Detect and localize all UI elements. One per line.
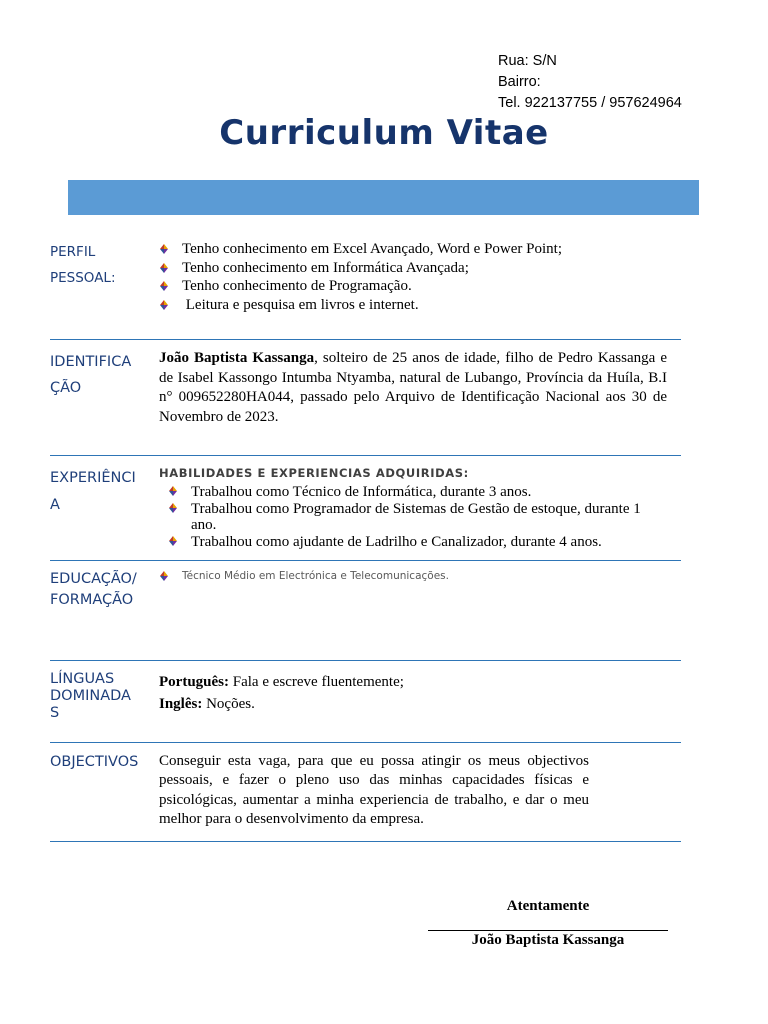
list-item-text: Técnico Médio em Electrónica e Telecomunicações. <box>182 570 449 582</box>
list-item-text: Tenho conhecimento em Excel Avançado, Word e Power Point; <box>182 241 563 257</box>
bullet-icon <box>168 536 178 546</box>
section-label-line: EXPERIÊNCI <box>50 470 136 486</box>
bullet-icon <box>159 571 169 581</box>
signature-closing: Atentamente <box>506 898 590 914</box>
list-item <box>159 277 679 296</box>
list-item-text: Tenho conhecimento de Programação. <box>182 278 412 295</box>
experiencia-content <box>159 466 659 550</box>
address-street: Rua: S/N <box>498 53 557 69</box>
section-label-objectivos <box>50 753 150 771</box>
list-item <box>159 569 659 584</box>
skills-heading: HABILIDADES E EXPERIENCIAS ADQUIRIDAS: <box>159 466 469 480</box>
page-title: Curriculum Vitae <box>219 113 549 153</box>
linguas-content <box>159 671 659 715</box>
section-label-perfil <box>50 239 150 291</box>
bullet-icon <box>159 244 169 254</box>
section-label-line: ÇÃO <box>50 380 82 396</box>
bullet-icon <box>168 486 178 496</box>
section-label-line: OBJECTIVOS <box>50 754 139 770</box>
section-divider <box>50 560 681 561</box>
section-label-line: IDENTIFICA <box>50 354 132 370</box>
section-label-experiencia <box>50 465 150 519</box>
language-name: Português: <box>159 674 229 690</box>
educacao-list <box>159 569 659 584</box>
objectivos-text: Conseguir esta vaga, para que eu possa atingir os meus objectivos pessoais, e fazer o pleno uso das minhas capacidades físicas e psicológicas, aumentar a minha experiencia de trabalho, e dar o meu melhor para o desenvolvimento da empresa. <box>159 753 589 828</box>
bullet-icon <box>159 281 169 291</box>
section-label-line: LÍNGUAS <box>50 671 115 687</box>
list-item <box>168 534 659 551</box>
list-item-text: Trabalhou como ajudante de Ladrilho e Canalizador, durante 4 anos. <box>191 533 602 550</box>
section-label-educacao <box>50 569 150 611</box>
signature-name: João Baptista Kassanga <box>471 932 625 948</box>
language-name: Inglês: <box>159 696 203 712</box>
signature-line <box>428 930 668 931</box>
section-label-linguas <box>50 671 150 722</box>
perfil-list <box>159 240 679 314</box>
section-label-identificacao <box>50 349 150 401</box>
section-label-line: FORMAÇÃO <box>50 592 134 608</box>
section-label-line: A <box>50 497 60 513</box>
full-name: João Baptista Kassanga <box>159 350 315 366</box>
language-level: Fala e escreve fluentemente; <box>229 674 404 690</box>
list-item <box>168 484 659 501</box>
language-row <box>159 693 659 715</box>
section-label-line: EDUCAÇÃO/ <box>50 571 137 587</box>
bullet-icon <box>159 263 169 273</box>
language-row <box>159 671 659 693</box>
section-label-line: S <box>50 705 60 721</box>
section-divider <box>50 339 681 340</box>
section-label-line: PERFIL <box>50 244 96 260</box>
address-phone: Tel. 922137755 / 957624964 <box>498 94 682 111</box>
educacao-content <box>159 569 659 584</box>
list-item <box>159 240 679 259</box>
language-level: Noções. <box>202 696 255 712</box>
bullet-icon <box>159 300 169 310</box>
section-divider <box>50 660 681 661</box>
list-item <box>159 296 679 315</box>
section-divider <box>50 841 681 842</box>
address-block <box>498 51 682 113</box>
list-item-text: Tenho conhecimento em Informática Avançada; <box>182 259 469 276</box>
header-banner <box>68 180 699 215</box>
identificacao-text: , solteiro de 25 anos de idade, filho de Pedro Kassanga e de Isabel Kassongo Intumba Ntyamba, natural de Lubango, Província da Huíla, B.I n° 009652280HA044, passado pelo Arquivo de Identificação Nacional aos 30 de Novembro de 2023. <box>159 350 667 425</box>
identificacao-content <box>159 349 667 427</box>
list-item-text: Trabalhou como Programador de Sistemas de Gestão de estoque, durante 1 ano. <box>191 500 641 533</box>
section-divider <box>50 742 681 743</box>
experiencia-list <box>159 484 659 550</box>
list-item <box>159 259 679 278</box>
perfil-content <box>159 240 679 314</box>
section-label-line: PESSOAL: <box>50 270 116 286</box>
list-item-text: Trabalhou como Técnico de Informática, durante 3 anos. <box>191 484 532 500</box>
section-divider <box>50 455 681 456</box>
address-neighborhood: Bairro: <box>498 73 541 90</box>
section-label-line: DOMINADA <box>50 688 131 704</box>
list-item-text: Leitura e pesquisa em livros e internet. <box>182 296 419 313</box>
list-item <box>168 501 659 534</box>
bullet-icon <box>168 503 178 513</box>
